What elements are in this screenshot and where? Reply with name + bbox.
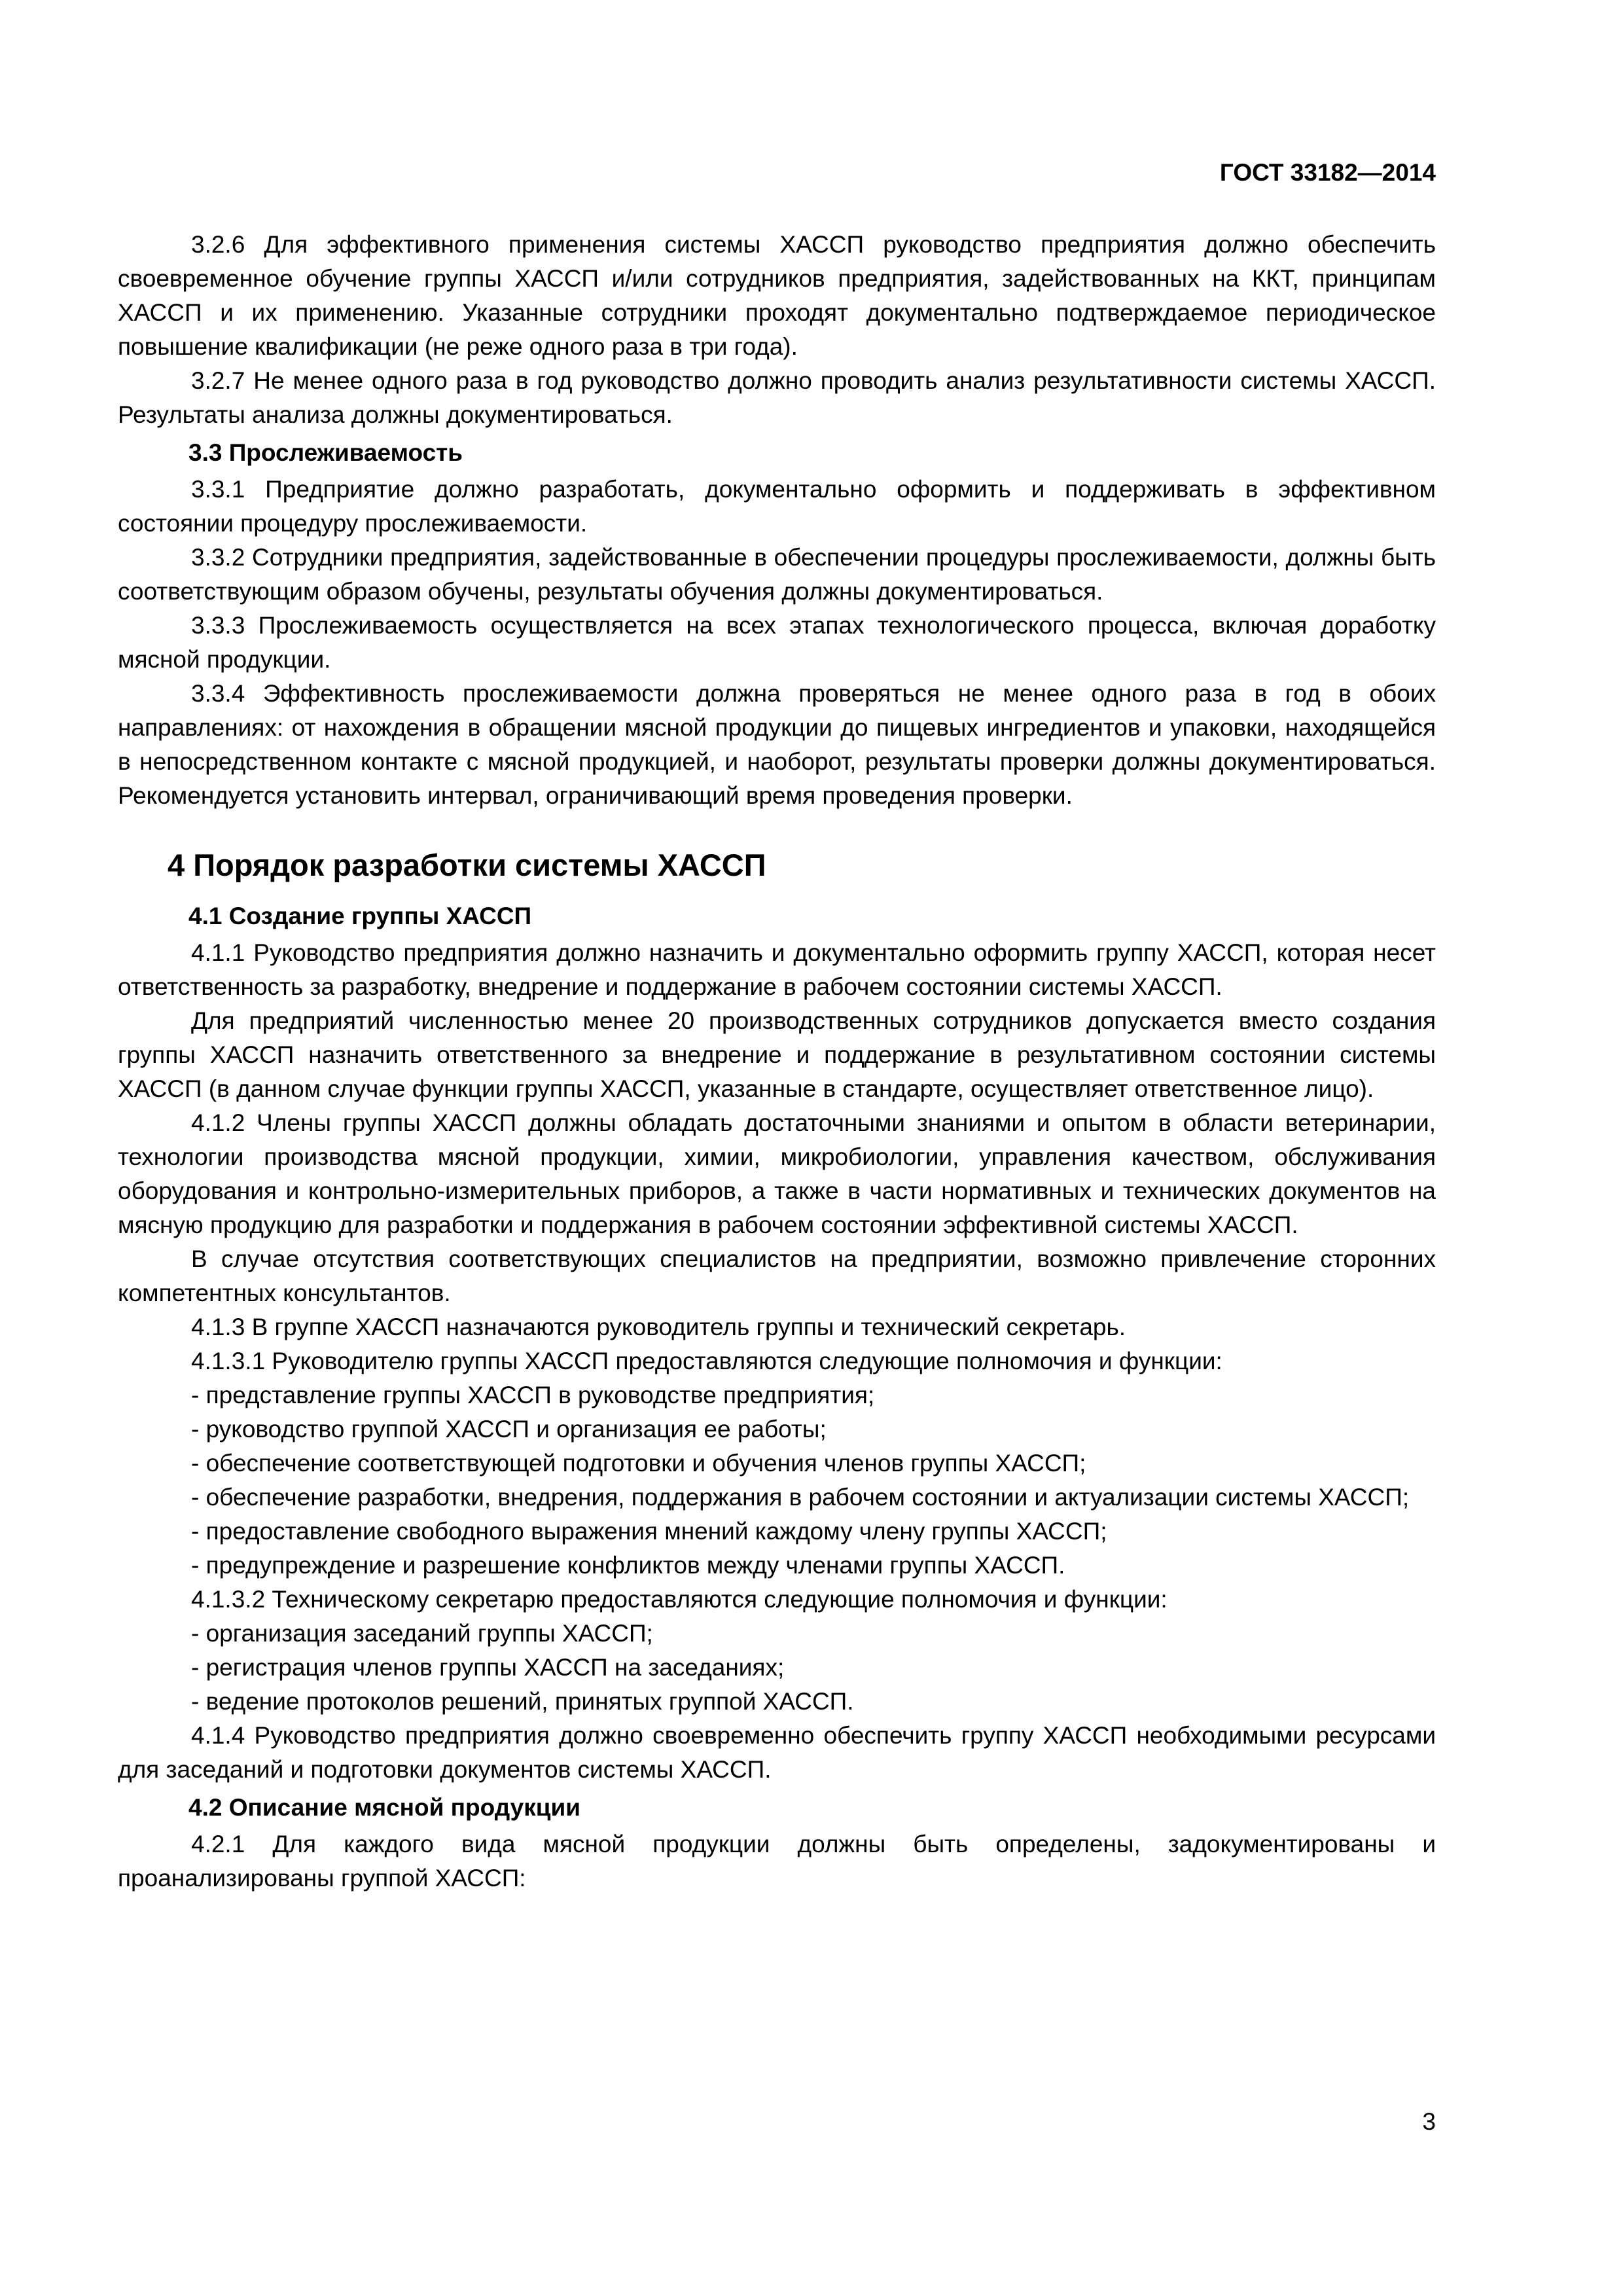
paragraph-4-1-4: 4.1.4 Руководство предприятия должно своевременно обеспечить группу ХАССП необходимыми ресурсами для заседаний и подготовки документов системы ХАССП. [118,1722,1436,1783]
section-heading-4-2: 4.2 Описание мясной продукции [188,1794,580,1821]
paragraph-4-1-1-note: Для предприятий численностью менее 20 производственных сотрудников допускается вместо создания группы ХАССП назначить ответственного за внедрение и поддержание в результативном состоянии системы ХАССП (в данном случае функции группы ХАССП, указанные в стандарте, осуществляет ответственное лицо). [118,1007,1436,1102]
paragraph-4-2-1: 4.2.1 Для каждого вида мясной продукции должны быть определены, задокументированы и проанализированы группой ХАССП: [118,1831,1436,1892]
document-id: ГОСТ 33182—2014 [1219,159,1436,186]
paragraph-3-3-1: 3.3.1 Предприятие должно разработать, документально оформить и поддерживать в эффективном состоянии процедуру прослеживаемости. [118,476,1436,537]
list-item: - представление группы ХАССП в руководстве предприятия; [191,1382,875,1408]
paragraph-4-1-3: 4.1.3 В группе ХАССП назначаются руководитель группы и технический секретарь. [191,1314,1126,1340]
list-item: - руководство группой ХАССП и организация ее работы; [191,1416,827,1443]
section-heading-3-3: 3.3 Прослеживаемость [188,439,463,466]
list-item: - организация заседаний группы ХАССП; [191,1620,653,1647]
paragraph-3-3-2: 3.3.2 Сотрудники предприятия, задействованные в обеспечении процедуры прослеживаемости, должны быть соответствующим образом обучены, результаты обучения должны документироваться. [118,544,1436,605]
list-item: - обеспечение разработки, внедрения, поддержания в рабочем состоянии и актуализации системы ХАССП; [191,1484,1410,1511]
paragraph-4-1-2-note: В случае отсутствия соответствующих специалистов на предприятии, возможно привлечение сторонних компетентных консультантов. [118,1246,1436,1306]
list-item: - ведение протоколов решений, принятых группой ХАССП. [191,1688,854,1715]
list-item: - предупреждение и разрешение конфликтов между членами группы ХАССП. [191,1552,1065,1579]
paragraph-4-1-3-2: 4.1.3.2 Техническому секретарю предоставляются следующие полномочия и функции: [191,1586,1168,1613]
list-item: - регистрация членов группы ХАССП на заседаниях; [191,1654,785,1681]
list-item: - обеспечение соответствующей подготовки и обучения членов группы ХАССП; [191,1450,1086,1477]
paragraph-3-2-6: 3.2.6 Для эффективного применения системы ХАССП руководство предприятия должно обеспечить своевременное обучение группы ХАССП и/или сотрудников предприятия, задействованных на ККТ, принципам ХАССП и их применению. Указанные сотрудники проходят документально подтверждаемое периодическое повышение квалификации (не реже одного раза в три года). [118,231,1436,360]
paragraph-3-2-7: 3.2.7 Не менее одного раза в год руководство должно проводить анализ результативности системы ХАССП. Результаты анализа должны документироваться. [118,367,1436,428]
page-number: 3 [1422,2108,1436,2135]
document-page [118,0,1436,2296]
paragraph-4-1-3-1: 4.1.3.1 Руководителю группы ХАССП предоставляются следующие полномочия и функции: [191,1348,1222,1374]
section-heading-4-1: 4.1 Создание группы ХАССП [188,903,532,929]
document-body [118,228,1436,1895]
paragraph-3-3-4: 3.3.4 Эффективность прослеживаемости должна проверяться не менее одного раза в год в обоих направлениях: от нахождения в обращении мясной продукции до пищевых ингредиентов и упаковки, находящейся в непосредственном контакте с мясной продукцией, и наоборот, результаты проверки должны документироваться. Рекомендуется установить интервал, ограничивающий время проведения проверки. [118,680,1436,809]
chapter-heading-4: 4 Порядок разработки системы ХАССП [168,848,766,882]
list-item: - предоставление свободного выражения мнений каждому члену группы ХАССП; [191,1518,1107,1545]
paragraph-4-1-1: 4.1.1 Руководство предприятия должно назначить и документально оформить группу ХАССП, которая несет ответственность за разработку, внедрение и поддержание в рабочем состоянии системы ХАССП. [118,939,1436,1000]
paragraph-4-1-2: 4.1.2 Члены группы ХАССП должны обладать достаточными знаниями и опытом в области ветеринарии, технологии производства мясной продукции, химии, микробиологии, управления качеством, обслуживания оборудования и контрольно-измерительных приборов, а также в части нормативных и технических документов на мясную продукцию для разработки и поддержания в рабочем состоянии эффективной системы ХАССП. [118,1109,1436,1238]
paragraph-3-3-3: 3.3.3 Прослеживаемость осуществляется на всех этапах технологического процесса, включая доработку мясной продукции. [118,612,1436,673]
